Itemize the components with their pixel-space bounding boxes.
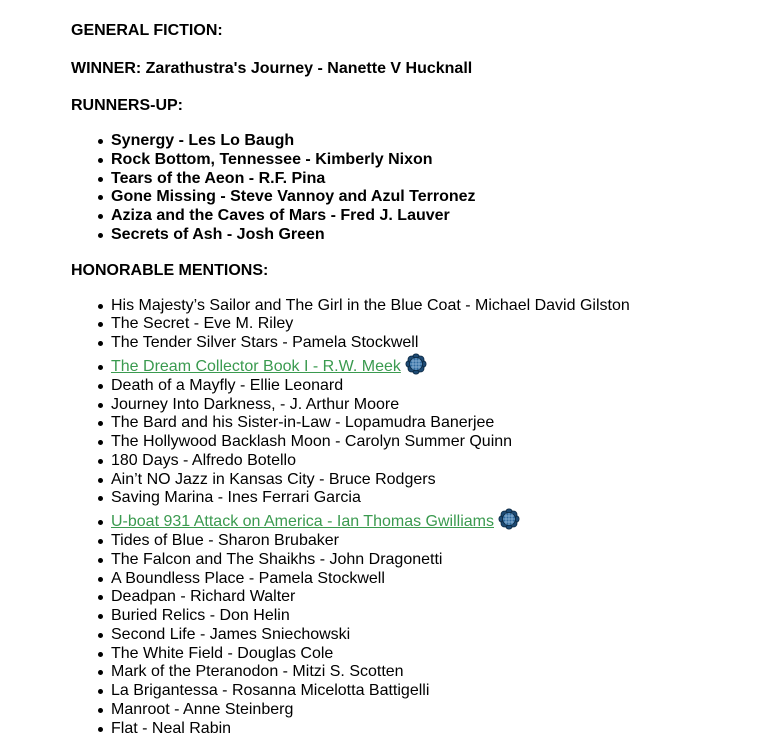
list-item: The White Field - Douglas Cole [111,645,751,664]
list-item: The Hollywood Backlash Moon - Carolyn Summer Quinn [111,433,751,452]
list-item: La Brigantessa - Rosanna Micelotta Battigelli [111,682,751,701]
list-item: Deadpan - Richard Walter [111,588,751,607]
list-item-linked [111,353,751,377]
list-item: Rock Bottom, Tennessee - Kimberly Nixon [111,151,751,170]
list-item: The Tender Silver Stars - Pamela Stockwell [111,334,751,353]
list-item: Death of a Mayfly - Ellie Leonard [111,377,751,396]
list-item: 180 Days - Alfredo Botello [111,452,751,471]
list-item: Saving Marina - Ines Ferrari Garcia [111,489,751,508]
list-item: Tears of the Aeon - R.F. Pina [111,170,751,189]
honorable-mentions-heading: HONORABLE MENTIONS: [71,261,269,279]
list-item: Mark of the Pteranodon - Mitzi S. Scotten [111,663,751,682]
award-seal-icon [498,508,520,530]
list-item: Manroot - Anne Steinberg [111,701,751,720]
winner-line: WINNER: Zarathustra's Journey - Nanette V Hucknall [71,60,473,77]
book-link-dream-collector[interactable]: The Dream Collector Book I - R.W. Meek [111,357,401,375]
list-item: The Secret - Eve M. Riley [111,315,751,334]
list-item: Gone Missing - Steve Vannoy and Azul Terronez [111,188,751,207]
list-item: The Falcon and The Shaikhs - John Dragonetti [111,551,751,570]
list-item: Secrets of Ash - Josh Green [111,226,751,245]
list-item: Ain’t NO Jazz in Kansas City - Bruce Rodgers [111,471,751,490]
list-item: Aziza and the Caves of Mars - Fred J. Lauver [111,207,751,226]
list-item-linked [111,508,751,532]
list-item: Second Life - James Sniechowski [111,626,751,645]
award-seal-icon [405,353,427,375]
list-item: Tides of Blue - Sharon Brubaker [111,532,751,551]
list-item: Flat - Neal Rabin [111,720,751,739]
list-item: Synergy - Les Lo Baugh [111,132,751,151]
book-link-u-boat-931[interactable]: U-boat 931 Attack on America - Ian Thomas Gwilliams [111,513,494,530]
honorable-mentions-list [71,297,751,739]
award-results [71,21,751,738]
list-item: A Boundless Place - Pamela Stockwell [111,570,751,589]
list-item: The Bard and his Sister-in-Law - Lopamudra Banerjee [111,414,751,433]
runners-up-heading: RUNNERS-UP: [71,97,183,114]
list-item: His Majesty’s Sailor and The Girl in the Blue Coat - Michael David Gilston [111,297,751,316]
list-item: Buried Relics - Don Helin [111,607,751,626]
list-item: Journey Into Darkness, - J. Arthur Moore [111,396,751,415]
runners-up-list [71,132,751,245]
category-heading: GENERAL FICTION: [71,22,223,39]
